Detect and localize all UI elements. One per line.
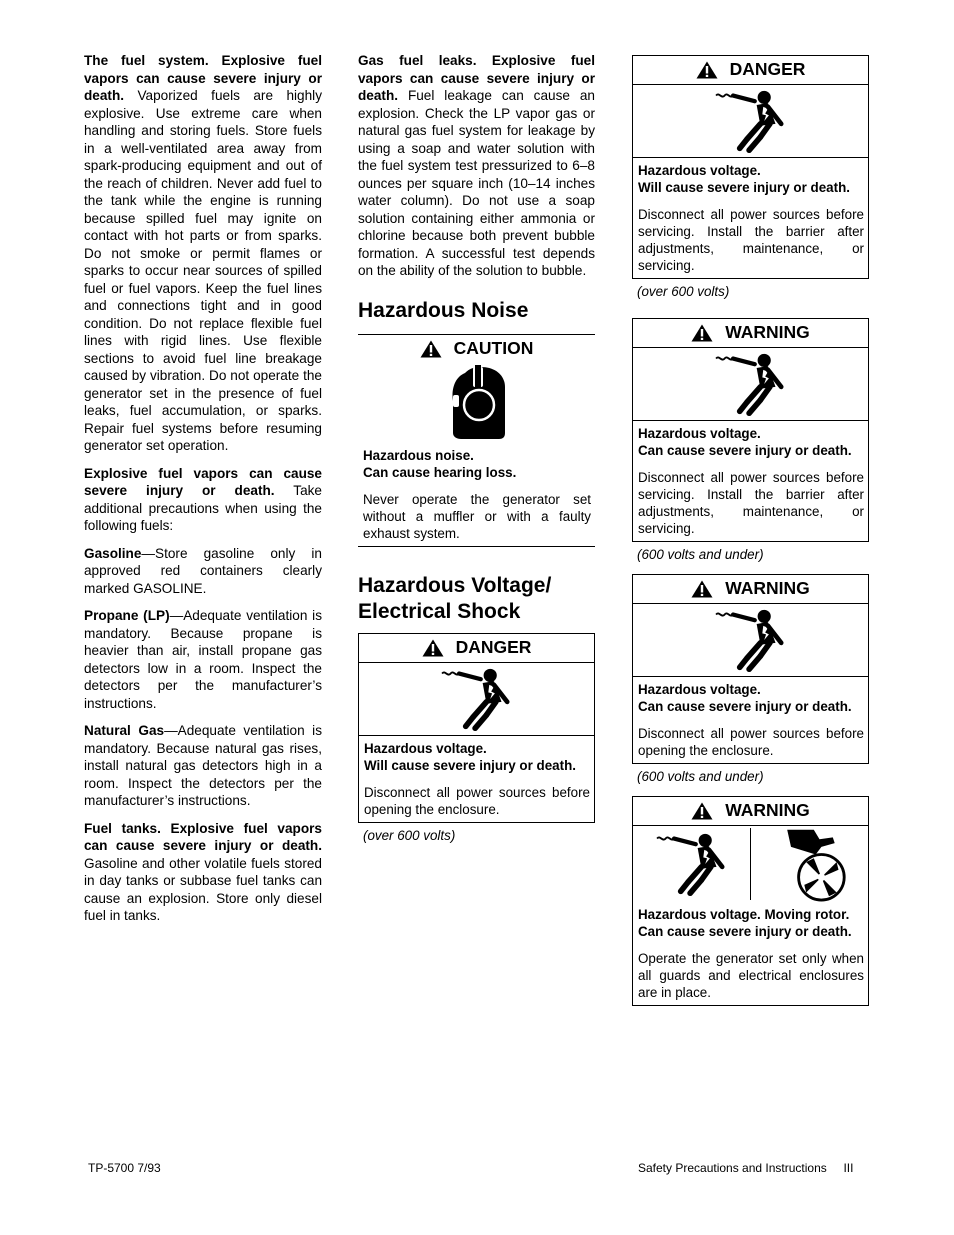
fuel-tanks-text: Gasoline and other volatile fuels stored in day tanks or subbase fuel tanks can cause an explosion. Store only diesel fuel in tanks. xyxy=(84,855,322,923)
box2-hazard-line2: Can cause severe injury or death. xyxy=(638,443,852,458)
fuel-system-text: Vaporized fuels are highly explosive. Use extreme care when handling and storing fuels. Store fuels in a well-ventilated area away from spark-producing equipment and out of the reach of children. Never add fuel to the tank while the engine is running because spilled fuel may ignite on contact with hot parts or from sparks. Do not smoke or permit flames or sparks to occur near sources of spilled fuel or fuel vapors. Keep the fuel lines and connections tight and in good condition. Do not replace flexible fuel lines with rigid lines. Use flexible sections to avoid fuel line breakage caused by vibration. Do not operate the generator set in the presence of fuel leaks, fuel accumulation, or sparks. Repair fuel systems before resuming generator set operation. xyxy=(84,88,322,453)
box4-signal-word: WARNING xyxy=(725,800,810,821)
warning-triangle-icon xyxy=(696,61,718,79)
gasoline-text: —Store gasoline only in approved red containers clearly marked GASOLINE. xyxy=(84,545,322,596)
fuel-vapors-text: Take additional precautions when using the following fuels: xyxy=(84,483,322,533)
natural-gas-title: Natural Gas xyxy=(84,723,165,738)
fuel-tanks-title: Fuel tanks. Explosive fuel vapors can cause severe injury or death. xyxy=(84,820,322,853)
box2-action: Disconnect all power sources before servicing. Install the barrier after adjustments, maintenance, or servicing. xyxy=(638,470,864,536)
box1-note: (over 600 volts) xyxy=(637,284,730,299)
box3-pictogram xyxy=(633,604,868,677)
box3-text xyxy=(633,677,868,763)
fuel-vapors-title: Explosive fuel vapors can cause severe injury or death. xyxy=(84,465,322,498)
box1-signal-header xyxy=(633,56,868,85)
box2-signal-header xyxy=(633,319,868,348)
box3-signal-word: WARNING xyxy=(725,578,810,599)
box3-hazard-line2: Can cause severe injury or death. xyxy=(638,699,852,714)
danger-voltage-note: (over 600 volts) xyxy=(363,827,456,843)
box3-hazard xyxy=(638,681,864,715)
fuel-tanks-paragraph xyxy=(84,820,322,925)
box3-hazard-line1: Hazardous voltage. xyxy=(638,682,761,697)
danger-hazard-line1: Hazardous voltage. xyxy=(364,740,487,756)
box4-pictograms xyxy=(633,826,868,902)
box4-hazard-voltage: Hazardous voltage. xyxy=(638,907,761,922)
danger-servicing-box xyxy=(632,55,869,279)
caution-signal-word: CAUTION xyxy=(453,337,534,358)
caution-noise-box xyxy=(358,335,595,547)
gas-leaks-paragraph xyxy=(358,52,595,280)
caution-text xyxy=(358,443,595,546)
caution-hazard-line2: Can cause hearing loss. xyxy=(363,464,517,480)
electrical-shock-icon xyxy=(711,351,791,417)
box2-note: (600 volts and under) xyxy=(637,547,764,562)
shock-pictogram xyxy=(359,663,594,736)
gasoline-title: Gasoline xyxy=(84,545,142,561)
propane-text: —Adequate ventilation is mandatory. Because propane is heavier than air, install propane gas detectors low in a room. Inspect the detectors per the manufacturer’s instructions. xyxy=(84,608,323,711)
box4-hazard-line2: Can cause severe injury or death. xyxy=(638,924,852,939)
gas-leaks-title: Gas fuel leaks. Explosive fuel vapors can cause severe injury or death. xyxy=(358,53,595,103)
box1-hazard xyxy=(638,162,864,196)
caution-signal-header xyxy=(358,335,595,363)
fuel-vapors-paragraph xyxy=(84,465,322,535)
gas-leaks-text: Fuel leakage can cause an explosion. Check the LP vapor gas or natural gas fuel system for leakage by using a soap and water solution with the fuel system test pressurized to 6–8 ounces per square inch (10–14 inches water column). Do not use a soap solution containing either ammonia or chlorine because both prevent bubble formation. A successful test depends on the ability of the solution to bubble. xyxy=(358,88,595,278)
warning-enclosure-box xyxy=(632,574,869,764)
propane-paragraph xyxy=(84,607,322,712)
hearing-protection-icon xyxy=(447,365,507,441)
caution-hazard xyxy=(363,447,591,481)
caution-hazard-line1: Hazardous noise. xyxy=(363,447,474,463)
box4-action: Operate the generator set only when all guards and electrical enclosures are in place. xyxy=(638,951,864,1000)
propane-title: Propane (LP) xyxy=(84,608,170,623)
danger-text xyxy=(359,736,594,822)
box2-text xyxy=(633,421,868,541)
box2-signal-word: WARNING xyxy=(725,322,810,343)
natural-gas-paragraph xyxy=(84,722,322,810)
gasoline-paragraph xyxy=(84,545,322,598)
box3-note: (600 volts and under) xyxy=(637,769,764,784)
electrical-shock-icon xyxy=(711,607,791,673)
noise-pictogram xyxy=(358,363,595,443)
warning-triangle-icon xyxy=(691,324,713,342)
box4-rotor-half xyxy=(751,826,868,902)
box4-text xyxy=(633,902,868,1005)
box1-action: Disconnect all power sources before servicing. Install the barrier after adjustments, maintenance, or servicing. xyxy=(638,207,864,273)
box4-shock-half xyxy=(633,826,750,902)
column-middle xyxy=(358,52,595,845)
box1-text xyxy=(633,158,868,278)
danger-action: Disconnect all power sources before opening the enclosure. xyxy=(364,784,590,817)
column-right xyxy=(632,55,869,1006)
warning-servicing-box xyxy=(632,318,869,542)
warning-triangle-icon xyxy=(691,580,713,598)
box1-hazard-line2: Will cause severe injury or death. xyxy=(638,180,850,195)
moving-rotor-icon xyxy=(772,826,848,902)
hazardous-voltage-heading xyxy=(358,573,595,625)
danger-enclosure-box xyxy=(358,633,595,823)
danger-signal-word: DANGER xyxy=(455,636,532,657)
box1-hazard-line1: Hazardous voltage. xyxy=(638,163,761,178)
warning-triangle-icon xyxy=(420,340,442,358)
danger-hazard xyxy=(364,740,590,774)
warning-guards-box xyxy=(632,796,869,1006)
box3-action: Disconnect all power sources before opening the enclosure. xyxy=(638,726,864,758)
electrical-shock-icon xyxy=(711,88,791,154)
box2-pictogram xyxy=(633,348,868,421)
voltage-heading-line2: Electrical Shock xyxy=(358,599,521,623)
column-left xyxy=(84,52,322,935)
natural-gas-text: —Adequate ventilation is mandatory. Because natural gas rises, install natural gas detectors high in a room. Inspect the detectors per the manufacturer’s instructions. xyxy=(84,723,322,808)
danger-hazard-line2: Will cause severe injury or death. xyxy=(364,757,576,773)
box1-signal-word: DANGER xyxy=(729,59,806,80)
box4-hazard xyxy=(638,906,864,940)
caution-action: Never operate the generator set without a muffler or with a faulty exhaust system. xyxy=(363,491,591,541)
warning-triangle-icon xyxy=(422,639,444,657)
box4-signal-header xyxy=(633,797,868,826)
voltage-heading-line1: Hazardous Voltage/ xyxy=(358,573,552,597)
danger-signal-header xyxy=(359,634,594,663)
box2-hazard xyxy=(638,425,864,459)
footer-doc-id: TP-5700 7/93 xyxy=(88,1161,161,1175)
footer-section-page: Safety Precautions and Instructions III xyxy=(638,1161,854,1175)
fuel-system-title: The fuel system. Explosive fuel vapors can cause severe injury or death. xyxy=(84,53,322,103)
box4-hazard-rotor: Moving rotor. xyxy=(760,907,850,922)
fuel-system-paragraph xyxy=(84,52,322,455)
box2-hazard-line1: Hazardous voltage. xyxy=(638,426,761,441)
electrical-shock-icon xyxy=(437,666,517,732)
warning-triangle-icon xyxy=(691,802,713,820)
electrical-shock-icon xyxy=(652,831,732,897)
box1-pictogram xyxy=(633,85,868,158)
hazardous-noise-heading: Hazardous Noise xyxy=(358,298,595,335)
box3-signal-header xyxy=(633,575,868,604)
